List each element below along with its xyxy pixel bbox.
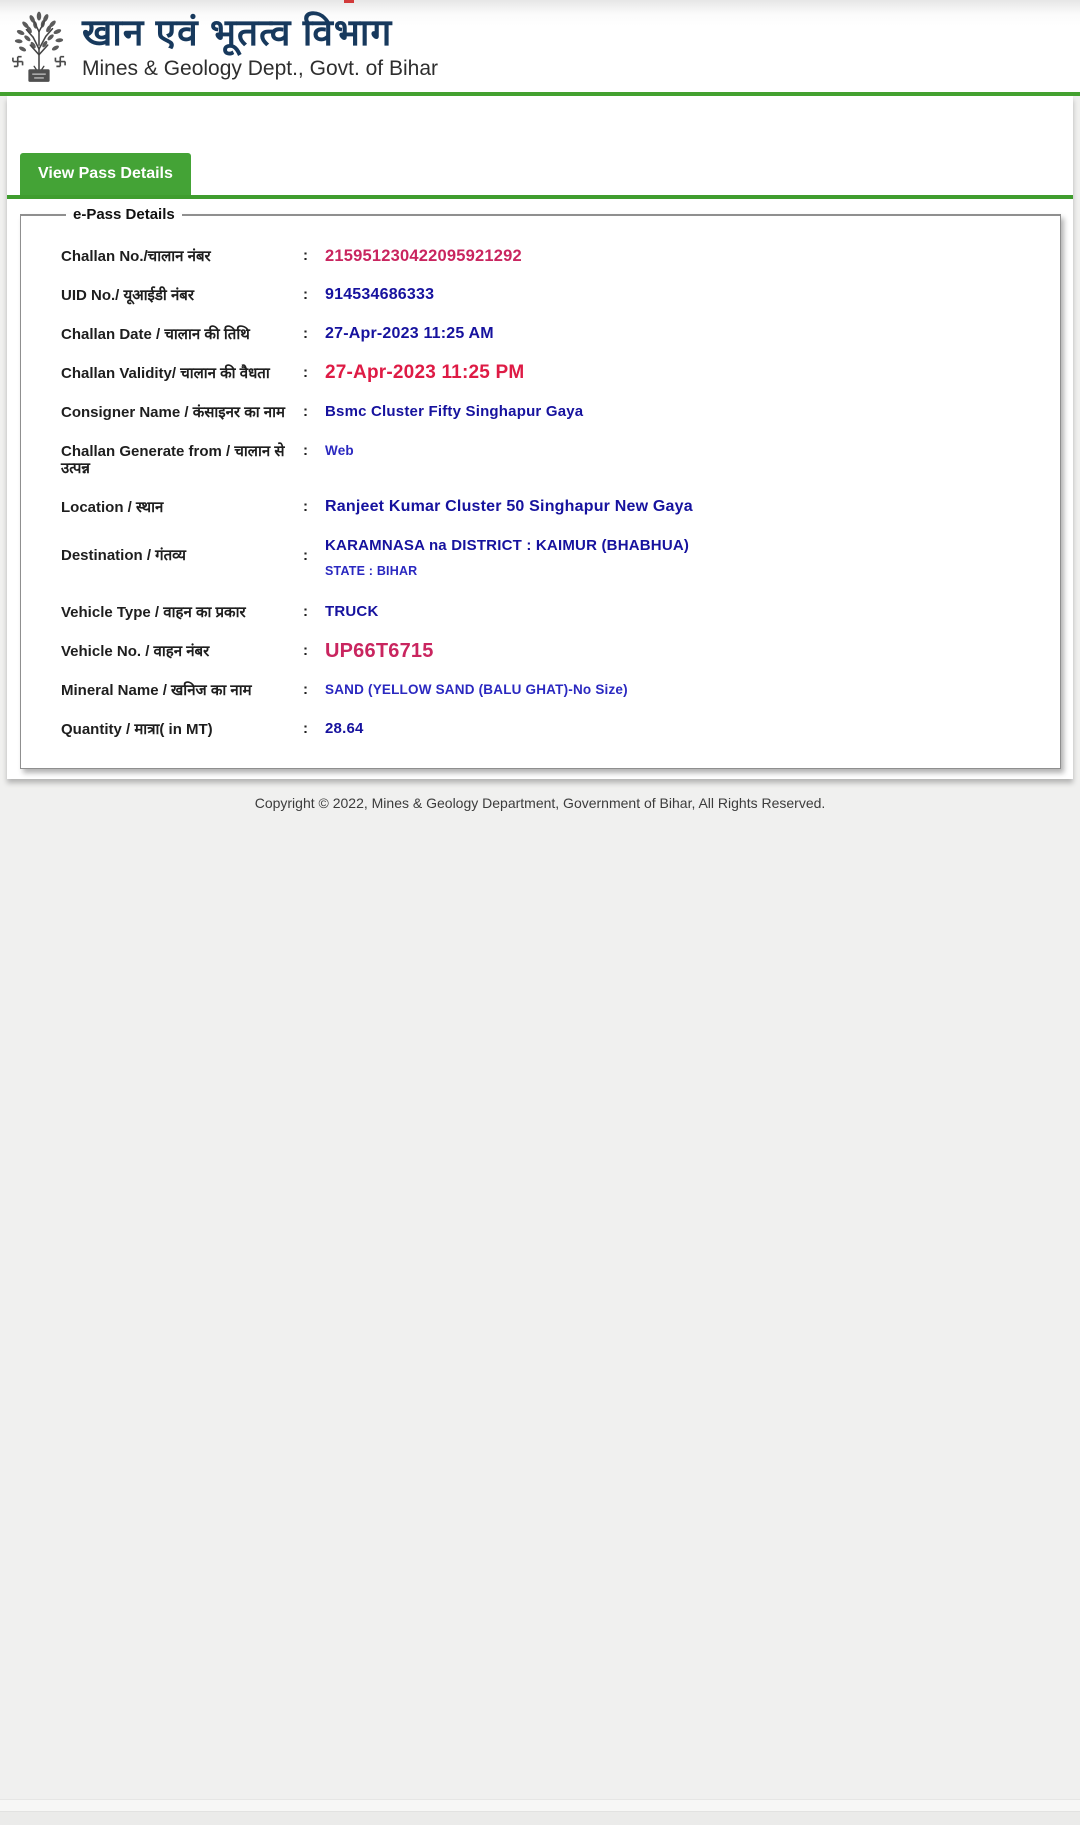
destination-label: Destination / गंतव्य xyxy=(61,547,187,564)
epass-details-fieldset xyxy=(20,206,1061,769)
challan-no-label: Challan No./चालान नंबर xyxy=(61,248,211,265)
row-uid-no xyxy=(61,286,1042,304)
row-destination xyxy=(61,537,1042,580)
location-label: Location / स्थान xyxy=(61,499,164,516)
destination-line1: KARAMNASA na DISTRICT : KAIMUR (BHABHUA) xyxy=(325,537,690,554)
dept-title-hindi: खान एवं भूतत्व विभाग xyxy=(82,11,393,53)
colon-separator: : xyxy=(303,247,308,264)
vehicle-no-label: Vehicle No. / वाहन नंबर xyxy=(61,643,210,660)
view-pass-details-button[interactable]: View Pass Details xyxy=(20,153,191,195)
row-consigner-name xyxy=(61,403,1042,421)
row-vehicle-no xyxy=(61,642,1042,660)
uid-no-label: UID No./ यूआईडी नंबर xyxy=(61,287,194,304)
mineral-name-label: Mineral Name / खनिज का नाम xyxy=(61,682,252,699)
row-challan-generate-from xyxy=(61,442,1042,477)
destination-value xyxy=(325,537,689,580)
destination-state-line: STATE : BIHAR xyxy=(325,564,418,578)
location-value: Ranjeet Kumar Cluster 50 Singhapur New Gaya xyxy=(325,498,693,515)
uid-no-value: 914534686333 xyxy=(325,286,435,303)
challan-date-label: Challan Date / चालान की तिथि xyxy=(61,326,250,343)
vehicle-type-value: TRUCK xyxy=(325,603,379,620)
colon-separator: : xyxy=(303,642,308,659)
colon-separator: : xyxy=(303,364,308,381)
colon-separator: : xyxy=(303,681,308,698)
vehicle-type-label: Vehicle Type / वाहन का प्रकार xyxy=(61,604,246,621)
header-titles xyxy=(82,11,438,82)
quantity-label: Quantity / मात्रा( in MT) xyxy=(61,721,213,738)
challan-no-value: 215951230422095921292 xyxy=(325,247,522,265)
row-challan-validity xyxy=(61,364,1042,382)
bottom-band-dark xyxy=(0,1811,1080,1825)
copyright-text: Copyright © 2022, Mines & Geology Department, Government of Bihar, All Rights Reserved. xyxy=(254,795,826,811)
vehicle-no-value: UP66T6715 xyxy=(325,640,434,662)
colon-separator: : xyxy=(303,286,308,303)
row-vehicle-type xyxy=(61,603,1042,621)
challan-validity-label: Challan Validity/ चालान की वैधता xyxy=(61,365,270,382)
bihar-government-emblem-icon xyxy=(10,8,68,88)
challan-generate-from-label: Challan Generate from / चालान से उत्पन्न xyxy=(61,443,285,477)
consigner-name-value: Bsmc Cluster Fifty Singhapur Gaya xyxy=(325,403,584,420)
quantity-value: 28.64 xyxy=(325,720,364,737)
colon-separator: : xyxy=(303,547,308,564)
dept-title-english: Mines & Geology Dept., Govt. of Bihar xyxy=(82,56,438,80)
row-challan-no xyxy=(61,247,1042,265)
colon-separator: : xyxy=(303,603,308,620)
colon-separator: : xyxy=(303,403,308,420)
tab-bar xyxy=(7,153,1073,199)
row-quantity xyxy=(61,720,1042,738)
challan-validity-value: 27-Apr-2023 11:25 PM xyxy=(325,362,525,383)
colon-separator: : xyxy=(303,720,308,737)
colon-separator: : xyxy=(303,442,308,459)
row-location xyxy=(61,498,1042,516)
consigner-name-label: Consigner Name / कंसाइनर का नाम xyxy=(61,404,285,421)
challan-date-value: 27-Apr-2023 11:25 AM xyxy=(325,325,494,342)
epass-details-legend: e-Pass Details xyxy=(73,206,175,223)
main-content xyxy=(7,96,1073,779)
row-mineral-name xyxy=(61,681,1042,699)
challan-generate-from-value: Web xyxy=(325,443,354,458)
colon-separator: : xyxy=(303,498,308,515)
colon-separator: : xyxy=(303,325,308,342)
top-red-artifact xyxy=(344,0,354,3)
mineral-name-value: SAND (YELLOW SAND (BALU GHAT)-No Size) xyxy=(325,682,628,697)
bottom-band-light xyxy=(0,1799,1080,1811)
site-header xyxy=(0,0,1080,96)
row-challan-date xyxy=(61,325,1042,343)
